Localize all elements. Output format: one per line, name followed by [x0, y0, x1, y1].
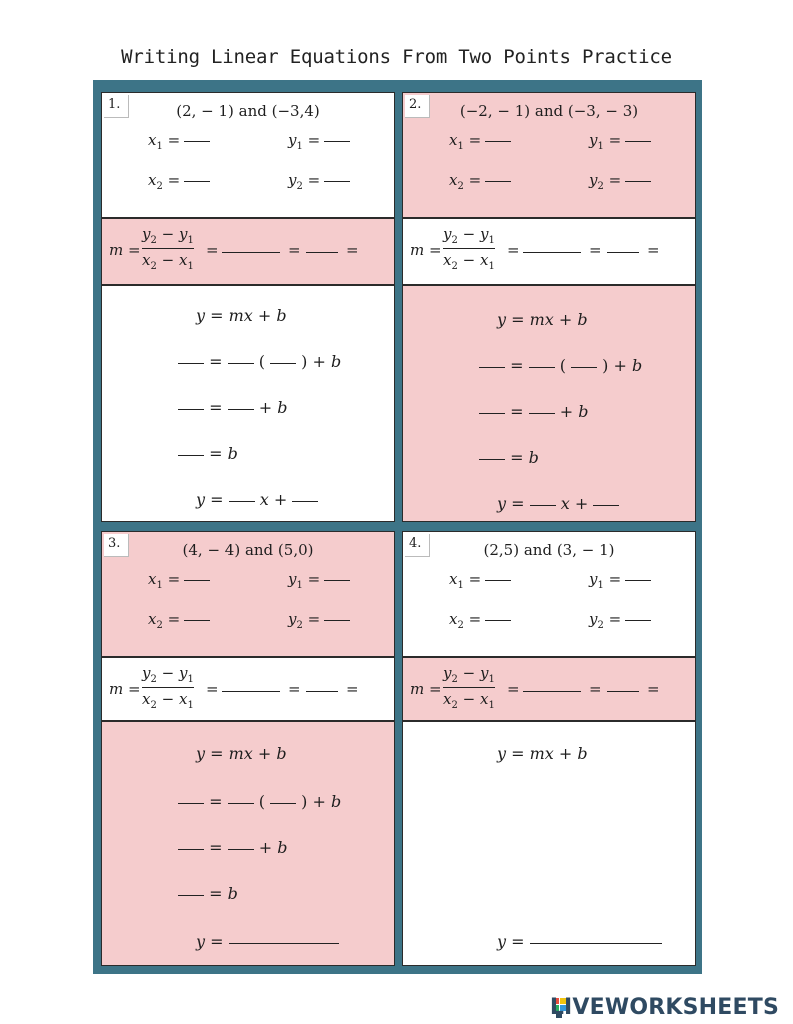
- simplify-step[interactable]: = + b: [178, 838, 287, 857]
- substitute-step[interactable]: = ( ) + b: [178, 352, 341, 371]
- equals-sign: =: [288, 241, 301, 259]
- final-equation[interactable]: y = x +: [196, 490, 318, 509]
- solve-b-step[interactable]: = b: [178, 884, 238, 903]
- problem-2-equation-box: [402, 285, 696, 522]
- slope-fraction: $y_2 - y_1$ $x_2 - x_1$: [443, 225, 495, 272]
- problem-number: 4.: [405, 534, 430, 557]
- problem-points: (2, − 1) and (−3,4): [176, 102, 320, 120]
- slope-m: m =: [109, 680, 141, 698]
- slope-m: m =: [410, 680, 442, 698]
- final-equation[interactable]: y = x +: [497, 494, 619, 513]
- slope-intercept-form: y = mx + b: [497, 310, 588, 329]
- problem-points: (−2, − 1) and (−3, − 3): [459, 102, 639, 120]
- equals-sign: =: [589, 680, 602, 698]
- x2-field[interactable]: $x_2$ =: [148, 610, 210, 631]
- equals-sign: =: [647, 241, 660, 259]
- problem-2-points-box: [402, 92, 696, 218]
- answer-line-fraction[interactable]: [523, 691, 581, 692]
- answer-line-simplified[interactable]: [607, 691, 639, 692]
- final-equation[interactable]: y =: [497, 932, 662, 951]
- equals-sign: =: [507, 680, 520, 698]
- problem-points: (4, − 4) and (5,0): [182, 541, 314, 559]
- problem-3-points-box: [101, 531, 395, 657]
- answer-line-fraction[interactable]: [222, 252, 280, 253]
- problem-2-slope-box: [402, 218, 696, 285]
- problem-4-slope-box: [402, 657, 696, 721]
- worksheet-board: [93, 80, 702, 974]
- x2-field[interactable]: $x_2$ =: [449, 171, 511, 192]
- y2-field[interactable]: $y_2$ =: [288, 171, 350, 192]
- slope-intercept-form: y = mx + b: [497, 744, 588, 763]
- slope-fraction: $y_2 - y_1$ $x_2 - x_1$: [142, 225, 194, 272]
- liveworksheets-logo[interactable]: LIVEWORKSHEETS: [549, 995, 779, 1020]
- equals-sign: =: [346, 680, 359, 698]
- answer-line-fraction[interactable]: [523, 252, 581, 253]
- simplify-step[interactable]: = + b: [178, 398, 287, 417]
- problem-4-points-box: [402, 531, 696, 657]
- y1-field[interactable]: $y_1$ =: [288, 131, 350, 152]
- y1-field[interactable]: $y_1$ =: [589, 131, 651, 152]
- equals-sign: =: [589, 241, 602, 259]
- y1-field[interactable]: $y_1$ =: [288, 570, 350, 591]
- solve-b-step[interactable]: = b: [479, 448, 539, 467]
- solve-b-step[interactable]: = b: [178, 444, 238, 463]
- equals-sign: =: [647, 680, 660, 698]
- x1-field[interactable]: $x_1$ =: [449, 131, 511, 152]
- y2-field[interactable]: $y_2$ =: [589, 171, 651, 192]
- slope-fraction: $y_2 - y_1$ $x_2 - x_1$: [443, 664, 495, 711]
- y2-field[interactable]: $y_2$ =: [589, 610, 651, 631]
- problem-3-slope-box: [101, 657, 395, 721]
- problem-number: 1.: [104, 95, 129, 118]
- x2-field[interactable]: $x_2$ =: [148, 171, 210, 192]
- equals-sign: =: [288, 680, 301, 698]
- problem-points: (2,5) and (3, − 1): [483, 541, 615, 559]
- page-title: Writing Linear Equations From Two Points Practice: [121, 46, 672, 68]
- problem-number: 3.: [104, 534, 129, 557]
- problem-1-points-box: [101, 92, 395, 218]
- problem-1-equation-box: [101, 285, 395, 522]
- slope-m: m =: [109, 241, 141, 259]
- simplify-step[interactable]: = + b: [479, 402, 588, 421]
- slope-m: m =: [410, 241, 442, 259]
- slope-intercept-form: y = mx + b: [196, 306, 287, 325]
- problem-3-equation-box: [101, 721, 395, 966]
- answer-line-simplified[interactable]: [306, 691, 338, 692]
- answer-line-fraction[interactable]: [222, 691, 280, 692]
- equals-sign: =: [346, 241, 359, 259]
- slope-fraction: $y_2 - y_1$ $x_2 - x_1$: [142, 664, 194, 711]
- x2-field[interactable]: $x_2$ =: [449, 610, 511, 631]
- equals-sign: =: [206, 241, 219, 259]
- slope-intercept-form: y = mx + b: [196, 744, 287, 763]
- substitute-step[interactable]: = ( ) + b: [479, 356, 642, 375]
- y2-field[interactable]: $y_2$ =: [288, 610, 350, 631]
- final-equation[interactable]: y =: [196, 932, 339, 951]
- x1-field[interactable]: $x_1$ =: [449, 570, 511, 591]
- problem-1-slope-box: [101, 218, 395, 285]
- x1-field[interactable]: $x_1$ =: [148, 570, 210, 591]
- answer-line-simplified[interactable]: [306, 252, 338, 253]
- equals-sign: =: [507, 241, 520, 259]
- answer-line-simplified[interactable]: [607, 252, 639, 253]
- equals-sign: =: [206, 680, 219, 698]
- x1-field[interactable]: $x_1$ =: [148, 131, 210, 152]
- problem-4-equation-box: [402, 721, 696, 966]
- substitute-step[interactable]: = ( ) + b: [178, 792, 341, 811]
- y1-field[interactable]: $y_1$ =: [589, 570, 651, 591]
- problem-number: 2.: [405, 95, 430, 118]
